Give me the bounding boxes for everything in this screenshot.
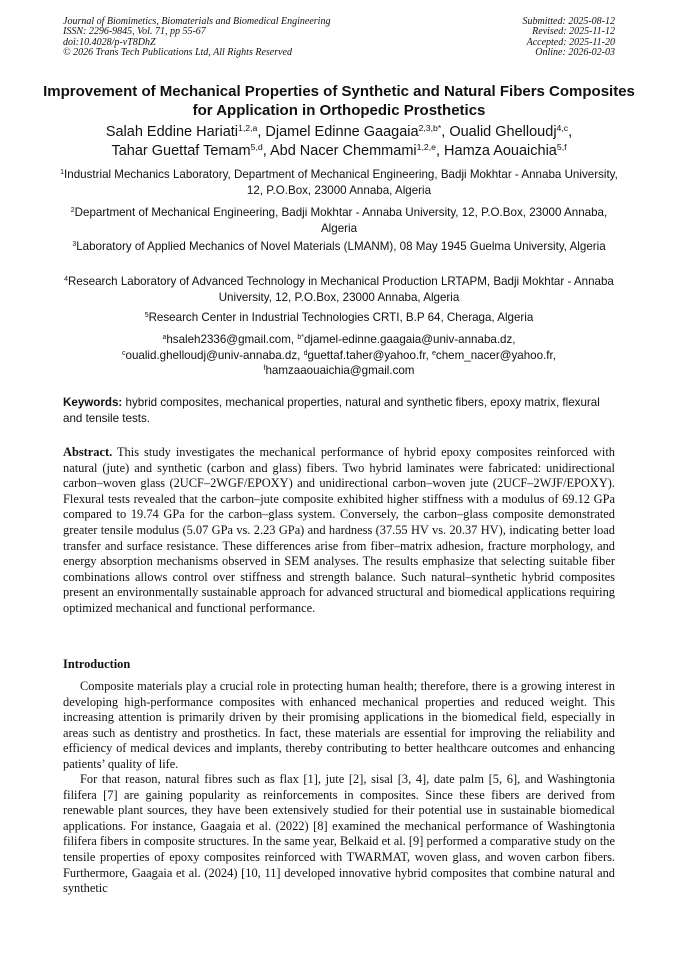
submitted-date: Submitted: 2025-08-12 — [522, 16, 615, 27]
journal-name: Journal of Biomimetics, Biomaterials and Biomedical Engineering — [63, 16, 331, 27]
email-d: guettaf.taher@yahoo.fr, — [307, 348, 429, 362]
abstract — [63, 445, 615, 617]
introduction-heading: Introduction — [63, 657, 131, 671]
email-f: hamzaaouaichia@gmail.com — [265, 364, 415, 377]
affiliation-5: $^5$Research Center in Industrial Technologies CRTI, B.P 64, Cheraga, Algeria — [144, 311, 534, 324]
author-emails: $^a$hsaleh2336@gmail.com, $^{b*}$djamel-edinne.gaagaia@univ-annaba.dz, $^c$oualid.ghelloudj@univ-annaba.dz, $^d$guettaf.taher@yahoo.fr, $^e$chem_nacer@yahoo.fr, $^f$hamzaaouaichia@gmail.com — [122, 333, 556, 377]
abstract-label: Abstract. — [63, 445, 113, 459]
doi: doi:10.4028/p-vT8DhZ — [63, 36, 156, 48]
keywords-label: Keywords: — [63, 396, 123, 409]
affiliation-1: $^1$Industrial Mechanics Laboratory, Department of Mechanical Engineering, Badji Mokhtar - Annaba University, 12, P.O.Box, 23000 Annaba, Algeria — [60, 168, 618, 197]
journal-info — [63, 17, 330, 59]
author-list — [40, 123, 638, 161]
affiliation-2: $^2$Department of Mechanical Engineering, Badji Mokhtar - Annaba University, 12, P.O.Box, 23000 Annaba, Algeria — [70, 206, 608, 235]
abstract-text: This study investigates the mechanical performance of hybrid epoxy composites reinforced with natural (jute) and synthetic (carbon and glass) fibers. Two hybrid laminates were fabricated: unidirectional carbon–woven glass (2UCF–2WGF/EPOXY) and unidirectional carbon–woven jute (2UCF–2WJF/EPOXY). Flexural tests revealed that the carbon–jute composite exhibited higher stiffness with a modulus of 69.12 GPa compared to 19.74 GPa for the carbon–glass system. Conversely, the carbon–glass composite demonstrated greater tensile modulus (5.07 GPa vs. 2.23 GPa) and hardness (37.55 HV vs. 20.37 HV), indicating better load transfer and surface resistance. These differences arise from fiber–matrix adhesion, fracture morphology, and energy absorption mechanisms observed in SEM analyses. The results emphasize that selecting suitable fiber combinations allows control over stiffness and strength balance. Such natural–synthetic hybrid composites present an environmentally sustainable approach for advanced structural and biomedical applications requiring optimized mechanical and functional performance. — [63, 445, 615, 615]
keywords — [63, 395, 615, 426]
author-1: Salah Eddine Hariati$^{1,2,a}$, — [105, 123, 266, 140]
email-a: hsaleh2336@gmail.com, — [166, 333, 295, 346]
email-e: chem_nacer@yahoo.fr, — [435, 348, 556, 362]
paper-title: Improvement of Mechanical Properties of Synthetic and Natural Fibers Composites for Application in Orthopedic Prosthetics — [43, 83, 635, 119]
email-c: oualid.ghelloudj@univ-annaba.dz, — [125, 348, 301, 362]
author-5: Abd Nacer Chemmami$^{1,2,e}$, — [269, 142, 445, 159]
intro-paragraph-1: Composite materials play a crucial role in protecting human health; therefore, there is a growing interest in developing high-performance composites with enhanced mechanical properties and reduced weight. This increasing attention is primarily driven by their promising applications in the biomedical field, especially in areas such as dentistry and prosthetics. In fact, these materials are essential for improving the reliability and efficiency of medical devices and implants, thereby contributing to better healthcare outcomes and enhancing patients’ quality of life. — [63, 679, 615, 771]
affiliation-3: $^3$Laboratory of Applied Mechanics of Novel Materials (LMANM), 08 May 1945 Guelma University, Algeria — [72, 240, 606, 253]
revised-date: Revised: 2025-11-12 — [532, 26, 615, 38]
author-6: Hamza Aouaichia$^{5,f}$ — [444, 142, 567, 159]
author-2: Djamel Edinne Gaagaia$^{2,3,b*}$, — [265, 123, 450, 140]
intro-paragraph-2: For that reason, natural fibres such as flax [1], jute [2], sisal [3, 4], date palm [5, 6], and Washingtonia filifera [7] are gaining popularity as reinforcements in composites. Since these fibers are derived from renewable plant sources, they have been extensively studied for their potential use in sustainable biomedical applications. For instance, Gaagaia et al. (2022) [8] examined the mechanical performance of Washingtonia filifera fibers in composite structures. In the same year, Belkaid et al. [9] performed a comparative study on the tensile properties of epoxy composites reinforced with TWARMAT, woven glass, and woven carbon fibers. Furthermore, Gaagaia et al. (2024) [10, 11] developed innovative hybrid composites that combine natural and synthetic — [63, 772, 615, 896]
author-3: Oualid Ghelloudj$^{4,c}$, — [449, 123, 573, 140]
online-date: Online: 2026-02-03 — [535, 47, 615, 59]
keywords-text: hybrid composites, mechanical properties, natural and synthetic fibers, epoxy matrix, flexural and tensile tests. — [63, 396, 600, 425]
accepted-date: Accepted: 2025-11-20 — [526, 36, 615, 48]
email-b: djamel-edinne.gaagaia@univ-annaba.dz, — [303, 333, 516, 346]
issn: ISSN: 2296-9845, Vol. 71, pp 55-67 — [63, 26, 206, 38]
copyright: © 2026 Trans Tech Publications Ltd, All Rights Reserved — [63, 47, 292, 59]
author-4: Tahar Guettaf Temam$^{5,d}$, — [111, 142, 270, 159]
publication-dates — [523, 17, 616, 59]
affiliation-4: $^4$Research Laboratory of Advanced Technology in Mechanical Production LRTAPM, Badji Mokhtar - Annaba University, 12, P.O.Box, 23000 Annaba, Algeria — [64, 275, 614, 304]
